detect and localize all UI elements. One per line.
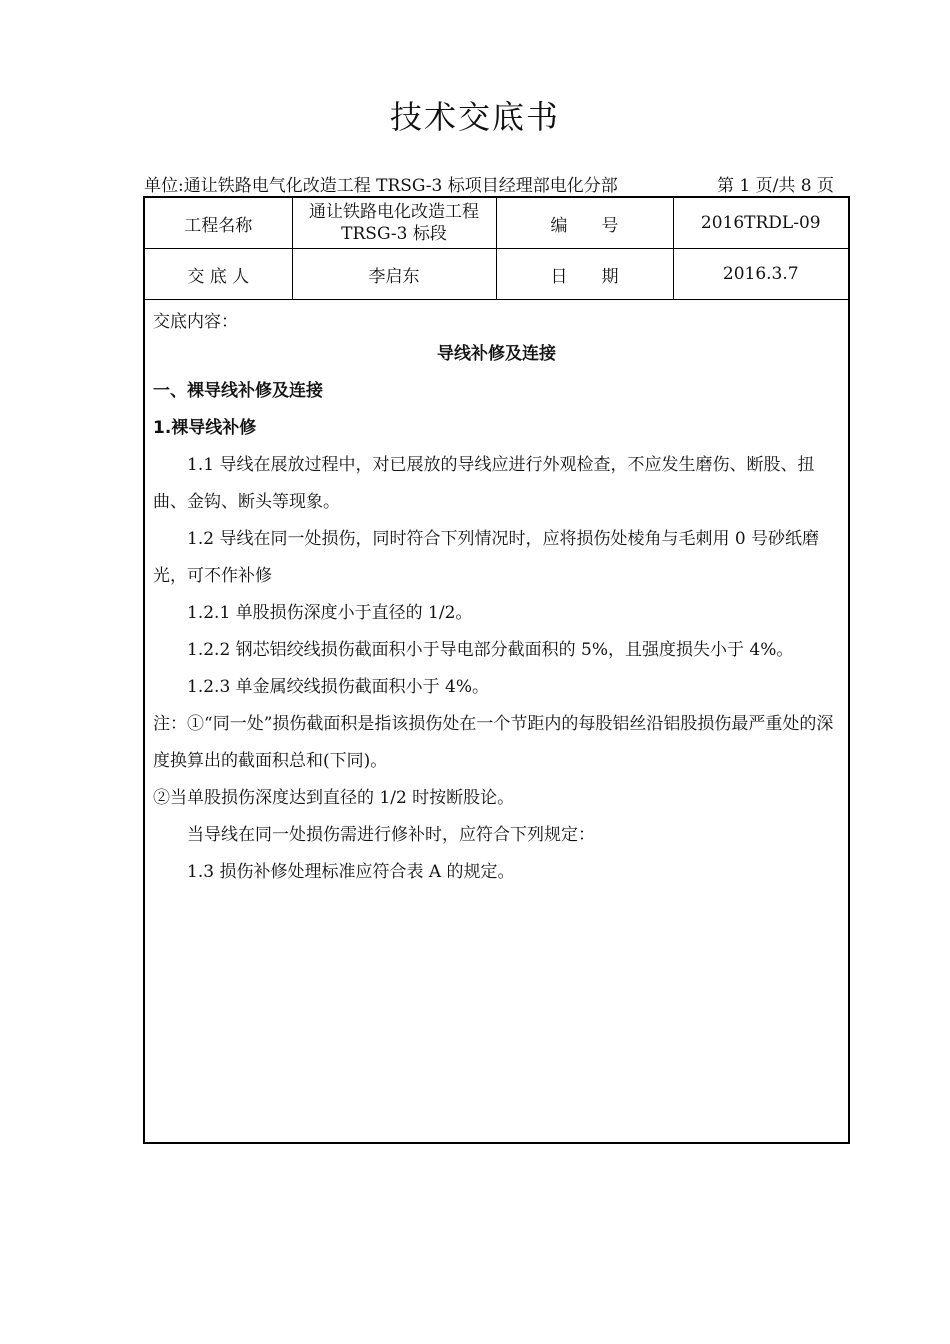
note: 注：①“同一处”损伤截面积是指该损伤处在一个节距内的每股铝丝沿铝股损伤最严重处的深度换算出的截面积总和(下同)。	[153, 714, 834, 771]
project-name-value: 通让铁路电化改造工程 TRSG-3 标段	[292, 198, 496, 249]
page-indicator: 第 1 页/共 8 页	[717, 176, 834, 196]
document-title: 技术交底书	[389, 98, 560, 136]
project-name-label: 工程名称	[145, 198, 292, 249]
info-table	[145, 198, 848, 300]
paragraph: 当导线在同一处损伤需进行修补时，应符合下列规定：	[187, 825, 595, 845]
presenter-value: 李启东	[292, 249, 496, 300]
section-heading: 一、裸导线补修及连接	[153, 381, 323, 401]
note: ②当单股损伤深度达到直径的 1/2 时按断股论。	[153, 788, 515, 808]
paragraph: 1.2.2 钢芯铝绞线损伤截面积小于导电部分截面积的 5%，且强度损失小于 4%。	[187, 640, 794, 660]
number-value: 2016TRDL-09	[673, 198, 848, 249]
paragraph: 1.2.3 单金属绞线损伤截面积小于 4%。	[187, 677, 490, 697]
content-subtitle: 导线补修及连接	[437, 344, 556, 364]
paragraph: 1.2 导线在同一处损伤，同时符合下列情况时，应将损伤处棱角与毛刺用 0 号砂纸磨光，可不作补修	[153, 529, 820, 586]
date-value: 2016.3.7	[673, 249, 848, 300]
presenter-label: 交 底 人	[145, 249, 292, 300]
number-label: 编 号	[496, 198, 673, 249]
unit-text: 单位:通让铁路电气化改造工程 TRSG-3 标项目经理部电化分部	[144, 176, 618, 196]
table-row	[145, 249, 848, 300]
date-label: 日 期	[496, 249, 673, 300]
content-lead: 交底内容：	[153, 312, 238, 332]
subsection-heading: 1.裸导线补修	[153, 418, 257, 438]
disclosure-form	[143, 196, 850, 1144]
content-area	[145, 300, 848, 891]
table-row	[145, 198, 848, 249]
paragraph: 1.3 损伤补修处理标准应符合表 A 的规定。	[187, 862, 515, 882]
unit-line	[144, 171, 834, 196]
paragraph: 1.1 导线在展放过程中，对已展放的导线应进行外观检查，不应发生磨伤、断股、扭曲、金钩、断头等现象。	[153, 455, 815, 512]
paragraph: 1.2.1 单股损伤深度小于直径的 1/2。	[187, 603, 473, 623]
